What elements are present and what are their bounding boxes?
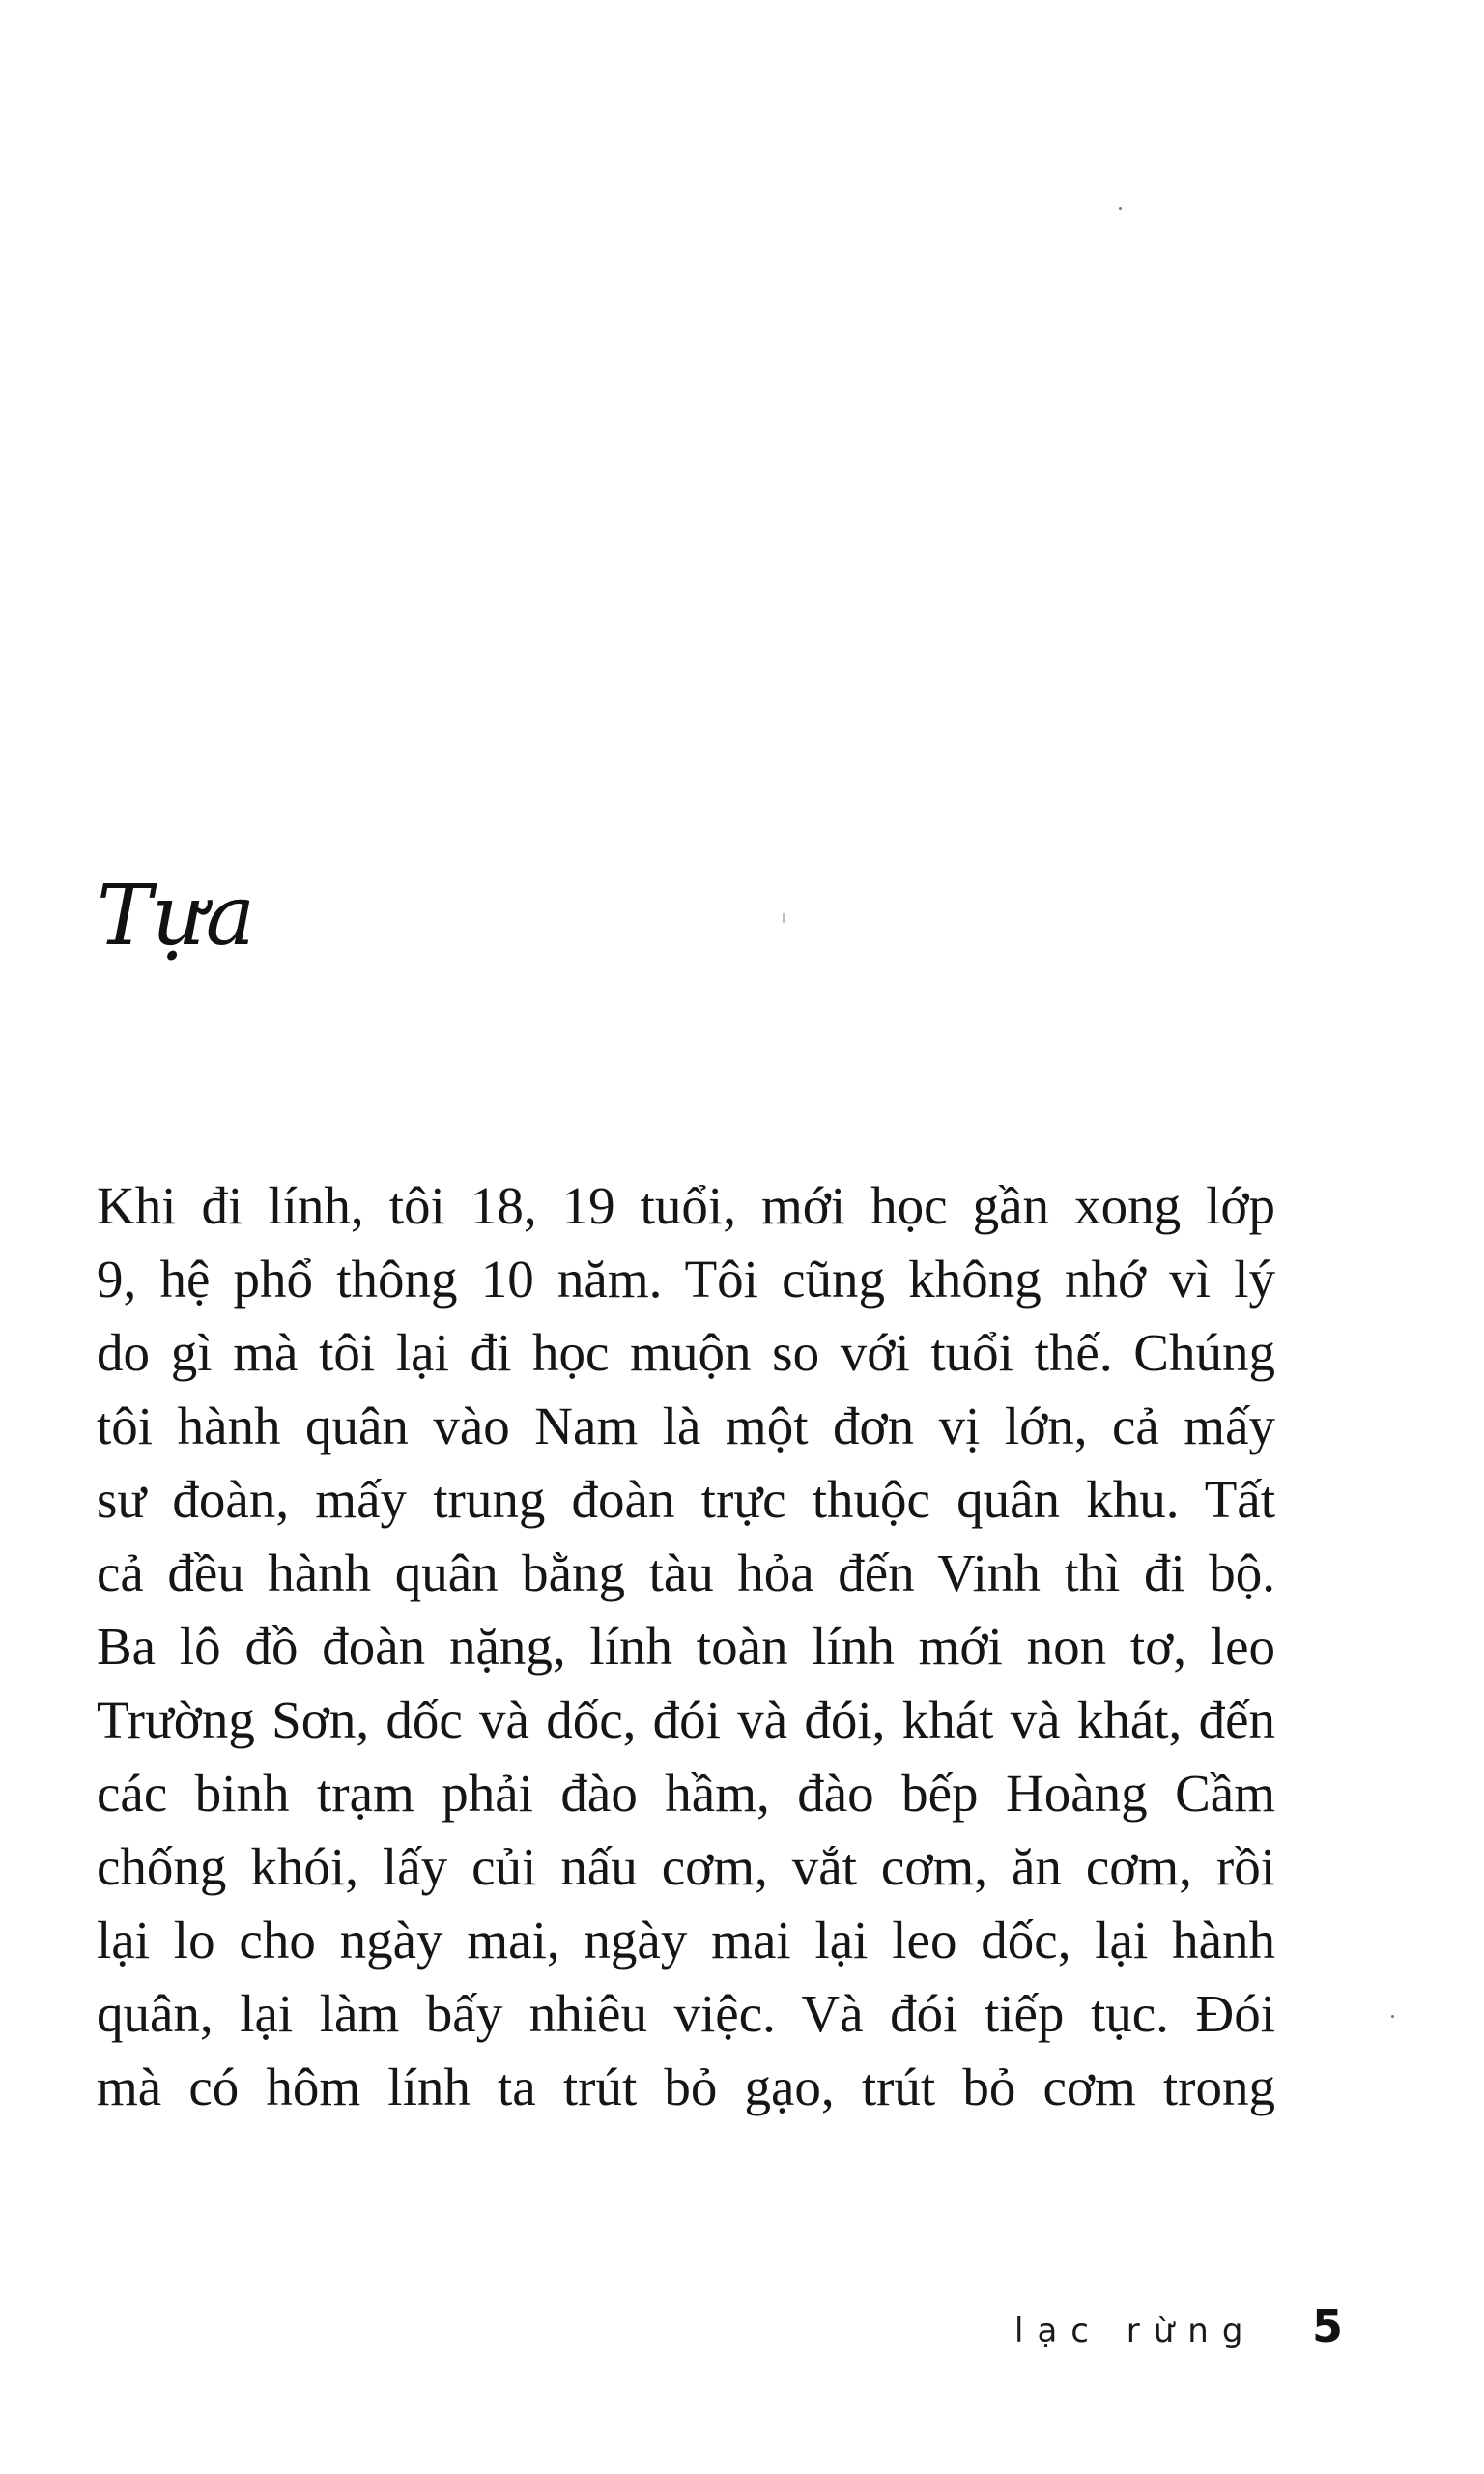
page-footer	[1014, 2300, 1343, 2358]
text-line: Trường Sơn, dốc và dốc, đói và đói, khát và khát, đến	[97, 1690, 1275, 1749]
text-line: mà có hôm lính ta trút bỏ gạo, trút bỏ cơm trong	[97, 2057, 1275, 2116]
page-number: 5	[1311, 2300, 1343, 2352]
text-line: cả đều hành quân bằng tàu hỏa đến Vinh thì đi bộ.	[97, 1543, 1275, 1602]
text-line: lại lo cho ngày mai, ngày mai lại leo dốc, lại hành	[97, 1911, 1275, 1970]
text-line: Ba lô đồ đoàn nặng, lính toàn lính mới non tơ, leo	[97, 1617, 1275, 1676]
chapter-title: Tựa	[97, 868, 256, 964]
print-speck	[783, 913, 785, 923]
text-line: tôi hành quân vào Nam là một đơn vị lớn, cả mấy	[97, 1396, 1275, 1455]
text-line: Khi đi lính, tôi 18, 19 tuổi, mới học gần xong lớp	[97, 1176, 1275, 1235]
text-line: chống khói, lấy củi nấu cơm, vắt cơm, ăn cơm, rồi	[97, 1837, 1275, 1896]
text-line: quân, lại làm bấy nhiêu việc. Và đói tiếp tục. Đói	[97, 1984, 1275, 2043]
running-title: lạc rừng	[1014, 2312, 1257, 2350]
text-line: do gì mà tôi lại đi học muộn so với tuổi thế. Chúng	[97, 1323, 1275, 1382]
print-speck	[1391, 2015, 1394, 2018]
body-paragraph	[97, 1169, 1275, 2124]
text-line: các binh trạm phải đào hầm, đào bếp Hoàng Cầm	[97, 1764, 1275, 1823]
text-line: sư đoàn, mấy trung đoàn trực thuộc quân khu. Tất	[97, 1470, 1275, 1529]
text-line: 9, hệ phổ thông 10 năm. Tôi cũng không nhớ vì lý	[97, 1250, 1275, 1309]
print-speck	[1119, 207, 1122, 210]
